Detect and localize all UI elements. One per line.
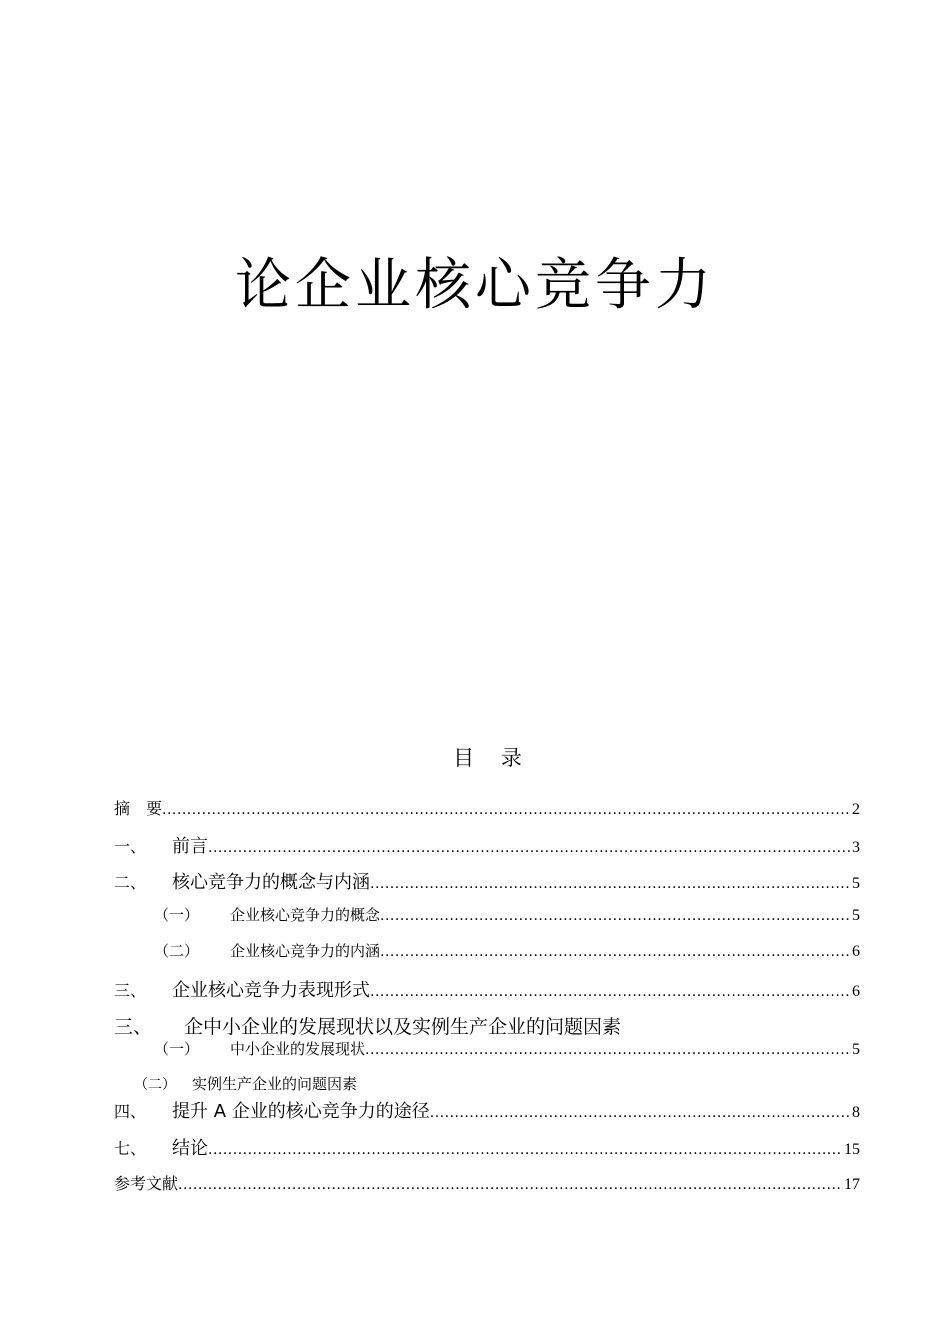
toc-title: 参考文献 [114, 1176, 179, 1193]
toc-leader [208, 840, 851, 856]
toc-leader [365, 1042, 851, 1058]
toc-number: （二） [134, 1077, 176, 1093]
toc-leader [430, 1105, 851, 1121]
toc-page-number: 15 [844, 1141, 860, 1158]
toc-number: 三、 [114, 981, 147, 1000]
toc-number: （一） [154, 906, 200, 924]
toc-leader [162, 802, 851, 818]
toc-title: 企中小企业的发展现状以及实例生产企业的问题因素 [184, 1016, 622, 1038]
toc-number: 一、 [114, 837, 147, 856]
toc-page-number: 6 [852, 943, 860, 960]
toc-page-number: 17 [844, 1176, 860, 1193]
toc-title: 前言 [172, 836, 208, 857]
toc-number: 二、 [114, 873, 147, 892]
toc-page-number: 8 [852, 1104, 860, 1121]
toc-number: 三、 [114, 1016, 153, 1038]
page-title: 论企业核心竞争力 [235, 253, 715, 318]
toc-entry-abstract[interactable] [114, 796, 860, 819]
toc-page-number: 6 [852, 983, 860, 1000]
toc-title: 核心竞争力的概念与内涵 [172, 872, 370, 893]
toc-entry-sub-sme-status[interactable] [154, 1038, 860, 1059]
toc-entry-forms[interactable] [114, 976, 860, 1002]
toc-title: 企业核心竞争力的概念 [230, 906, 381, 924]
toc-entry-sub-connotation[interactable] [154, 940, 860, 961]
toc-heading: 目 录 [453, 746, 522, 770]
toc-title: 摘 要 [114, 801, 163, 818]
toc-entry-concept[interactable] [114, 868, 860, 894]
toc-title: 结论 [172, 1138, 208, 1159]
toc-title: 中小企业的发展现状 [230, 1040, 366, 1058]
toc-entry-sub-problems[interactable] [134, 1073, 534, 1094]
toc-entry-preface[interactable] [114, 832, 860, 858]
toc-leader [380, 944, 851, 960]
toc-number: 七、 [114, 1139, 147, 1158]
toc-entry-conclusion[interactable] [114, 1134, 860, 1160]
toc-leader [178, 1177, 843, 1193]
toc-leader [370, 984, 851, 1000]
toc-page-number: 3 [852, 839, 860, 856]
toc-number: （二） [154, 942, 200, 960]
toc-number: （一） [154, 1040, 200, 1058]
toc-page-number: 5 [852, 1041, 860, 1058]
toc-leader [370, 876, 851, 892]
toc-entry-sme-heading[interactable] [114, 1012, 860, 1039]
toc-title: 企业核心竞争力表现形式 [172, 980, 370, 1001]
toc-title: 提升 A 企业的核心竞争力的途径 [172, 1101, 430, 1122]
toc-title: 实例生产企业的问题因素 [192, 1075, 358, 1093]
toc-leader [380, 908, 851, 924]
toc-entry-sub-concept[interactable] [154, 904, 860, 925]
toc-leader [208, 1142, 843, 1158]
toc-entry-references[interactable] [114, 1171, 860, 1194]
toc-page-number: 5 [852, 875, 860, 892]
toc-page-number: 2 [852, 801, 860, 818]
toc-title: 企业核心竞争力的内涵 [230, 942, 381, 960]
toc-entry-improve[interactable] [114, 1097, 860, 1123]
toc-page-number: 5 [852, 907, 860, 924]
toc-number: 四、 [114, 1102, 147, 1121]
